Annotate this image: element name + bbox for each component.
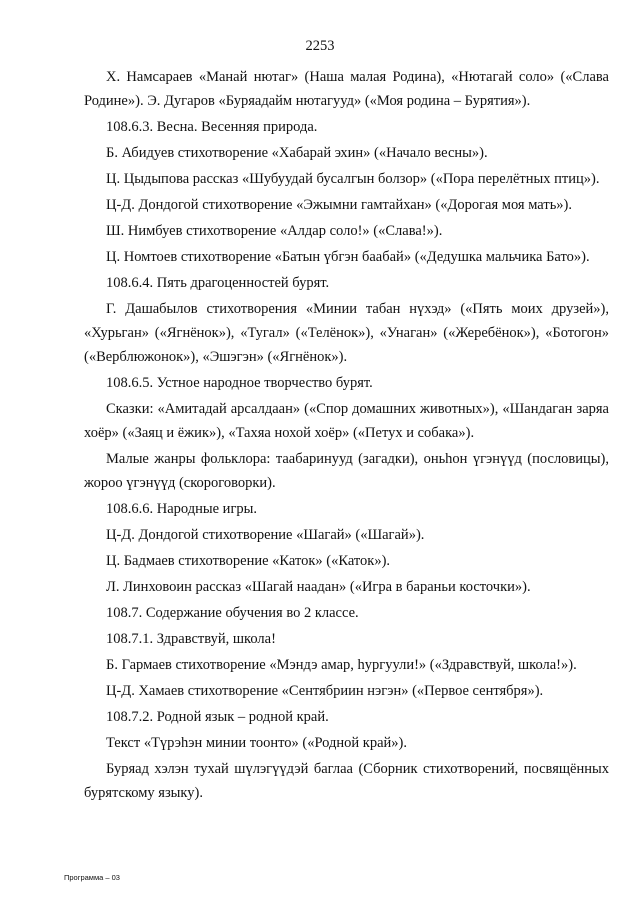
paragraph: Б. Гармаев стихотворение «Мэндэ амар, hургуули!» («Здравствуй, школа!»). (106, 657, 577, 673)
paragraph: Х. Намсараев «Манай нютаг» (Наша малая Родина), «Нютагай соло» («Слава Родине»). Э. Дугаров «Буряадайм нютагууд» («Моя родина – Бурятия»). (84, 69, 609, 109)
section-heading: 108.6.5. Устное народное творчество бурят. (106, 375, 373, 391)
paragraph: Г. Дашабылов стихотворения «Минии табан нүхэд» («Пять моих друзей»), «Хурьган» («Ягнёнок»), «Тугал» («Телёнок»), «Унаган» («Жеребёнок»), «Ботогон» («Верблюжонок»), «Эшэгэн» («Ягнёнок»). (84, 301, 609, 365)
footer-label: Программа – 03 (64, 873, 120, 882)
paragraph: Текст «Түрэhэн минии тоонто» («Родной край»). (106, 735, 407, 751)
section-heading: 108.6.4. Пять драгоценностей бурят. (106, 275, 330, 291)
paragraph: Ц-Д. Дондогой стихотворение «Шагай» («Шагай»). (106, 527, 425, 543)
section-heading: 108.7.2. Родной язык – родной край. (106, 709, 329, 725)
paragraph: Л. Линховоин рассказ «Шагай наадан» («Игра в бараньи косточки»). (106, 579, 531, 595)
section-heading: 108.6.3. Весна. Весенняя природа. (106, 119, 318, 135)
section-heading: 108.6.6. Народные игры. (106, 501, 258, 517)
paragraph: Малые жанры фольклора: таабаринууд (загадки), оньhон үгэнүүд (пословицы), жороо үгэнүүд (скороговорки). (84, 451, 609, 491)
paragraph: Сказки: «Амитадай арсалдаан» («Спор домашних животных»), «Шандаган заряа хоёр» («Заяц и ёжик»), «Тахяа нохой хоёр» («Петух и собака»). (84, 401, 609, 441)
paragraph: Ш. Нимбуев стихотворение «Алдар соло!» («Слава!»). (106, 223, 443, 239)
paragraph: Ц. Цыдыпова рассказ «Шубуудай бусалгын болзор» («Пора перелётных птиц»). (106, 171, 600, 187)
paragraph: Ц. Бадмаев стихотворение «Каток» («Каток»). (106, 553, 391, 569)
section-heading: 108.7.1. Здравствуй, школа! (106, 631, 276, 647)
paragraph: Ц-Д. Дондогой стихотворение «Эжымни гамтайхан» («Дорогая моя мать»). (106, 197, 573, 213)
section-heading: 108.7. Содержание обучения во 2 классе. (106, 605, 359, 621)
document-body (84, 65, 609, 807)
paragraph: Буряад хэлэн тухай шүлэгүүдэй баглаа (Сборник стихотворений, посвящённых бурятскому языку). (84, 761, 609, 801)
paragraph: Ц. Номтоев стихотворение «Батын үбгэн баабай» («Дедушка мальчика Бато»). (106, 249, 590, 265)
page-number: 2253 (305, 38, 335, 54)
paragraph: Б. Абидуев стихотворение «Хабарай эхин» («Начало весны»). (106, 145, 488, 161)
paragraph: Ц-Д. Хамаев стихотворение «Сентябриин нэгэн» («Первое сентября»). (106, 683, 544, 699)
